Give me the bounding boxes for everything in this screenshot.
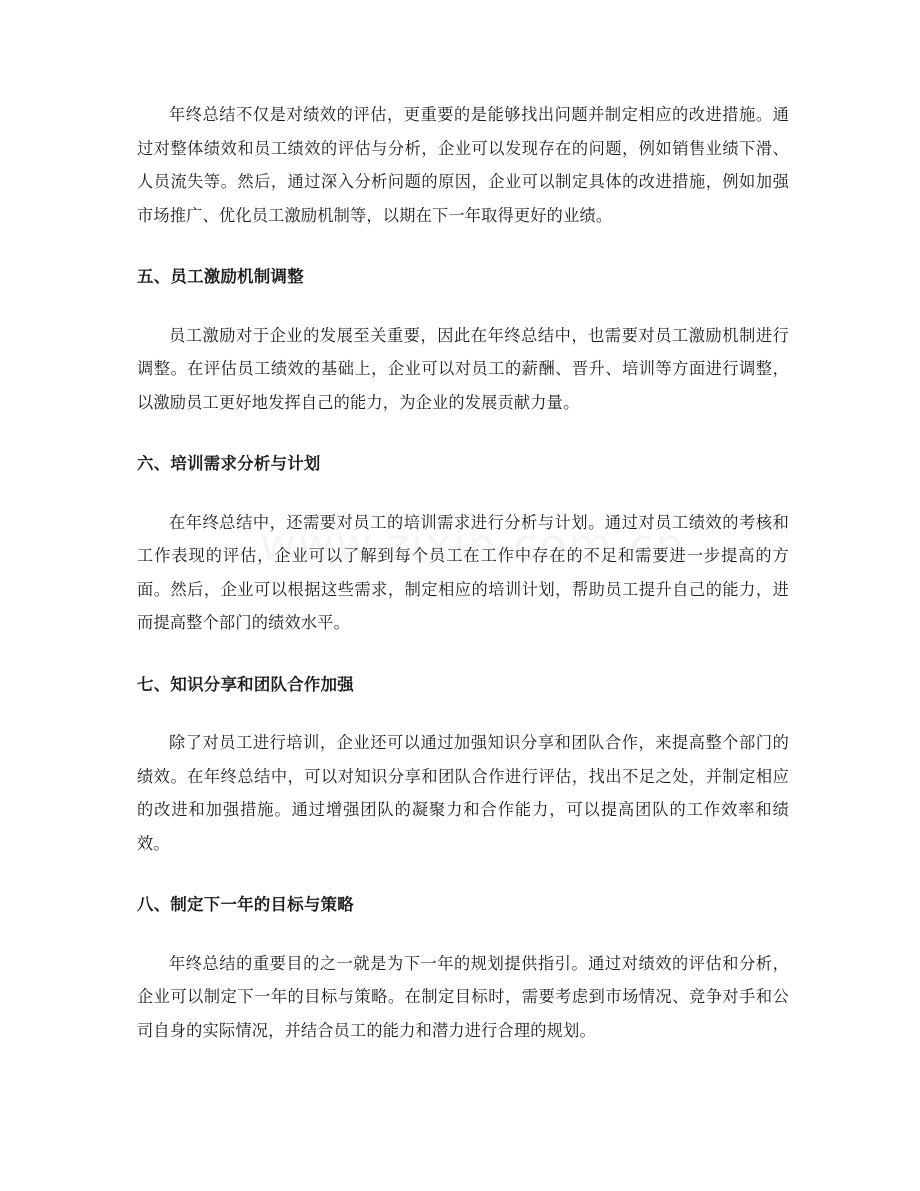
paragraph-section-6: 在年终总结中，还需要对员工的培训需求进行分析与计划。通过对员工绩效的考核和工作表现的评估，企业可以了解到每个员工在工作中存在的不足和需要进一步提高的方面。然后，企业可以根据这些需求，制定相应的培训计划，帮助员工提升自己的能力，进而提高整个部门的绩效水平。 [137, 512, 789, 632]
section-heading-6: 六、培训需求分析与计划 [137, 454, 321, 473]
paragraph-section-5: 员工激励对于企业的发展至关重要，因此在年终总结中，也需要对员工激励机制进行调整。在评估员工绩效的基础上，企业可以对员工的薪酬、晋升、培训等方面进行调整，以激励员工更好地发挥自己的能力，为企业的发展贡献力量。 [137, 325, 789, 412]
section-heading-7: 七、知识分享和团队合作加强 [137, 674, 354, 694]
section-heading-5: 五、员工激励机制调整 [137, 267, 304, 286]
paragraph-intro: 年终总结不仅是对绩效的评估，更重要的是能够找出问题并制定相应的改进措施。通过对整体绩效和员工绩效的评估与分析，企业可以发现存在的问题，例如销售业绩下滑、人员流失等。然后，通过深入分析问题的原因，企业可以制定具体的改进措施，例如加强市场推广、优化员工激励机制等，以期在下一年取得更好的业绩。 [137, 105, 789, 225]
section-heading-8: 八、制定下一年的目标与策略 [137, 895, 354, 914]
paragraph-section-8: 年终总结的重要目的之一就是为下一年的规划提供指引。通过对绩效的评估和分析，企业可以制定下一年的目标与策略。在制定目标时，需要考虑到市场情况、竞争对手和公司自身的实际情况，并结合员工的能力和潜力进行合理的规划。 [137, 953, 789, 1040]
document-body [137, 98, 789, 1047]
paragraph-section-7: 除了对员工进行培训，企业还可以通过加强知识分享和团队合作，来提高整个部门的绩效。在年终总结中，可以对知识分享和团队合作进行评估，找出不足之处，并制定相应的改进和加强措施。通过增强团队的凝聚力和合作能力，可以提高团队的工作效率和绩效。 [137, 733, 789, 853]
